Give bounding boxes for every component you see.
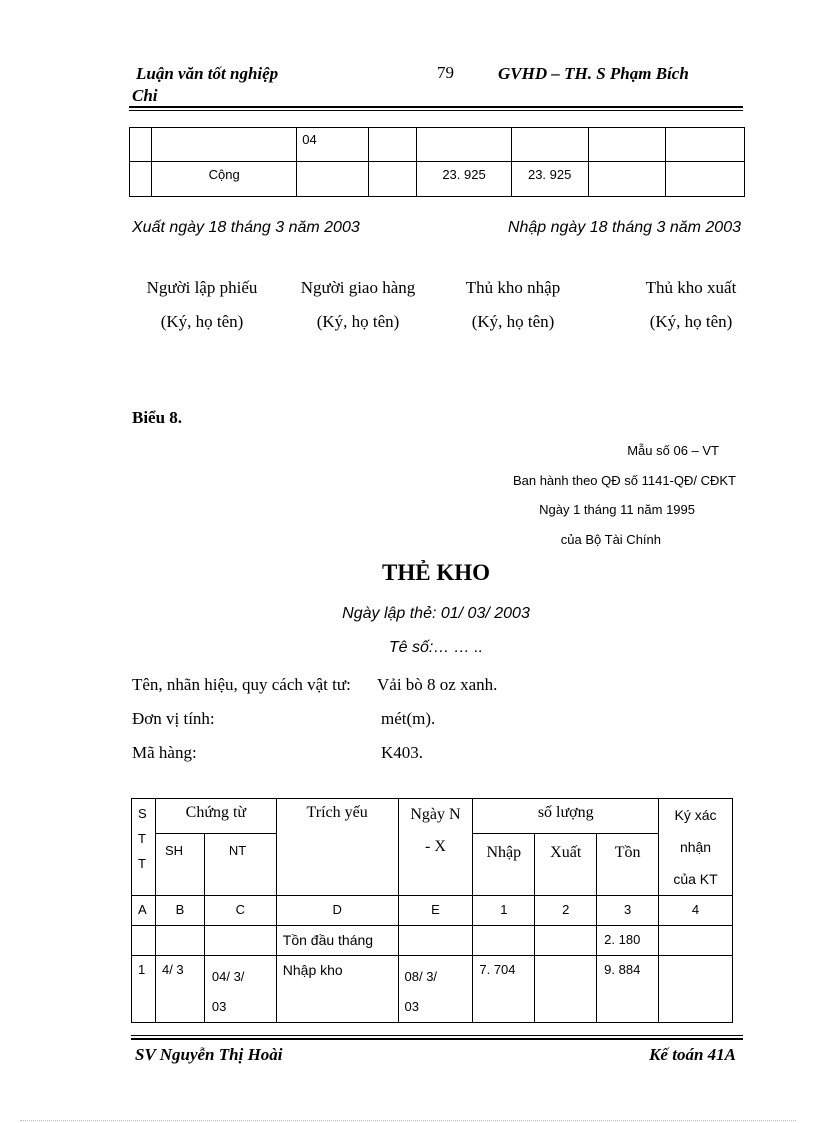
signature-note: (Ký, họ tên) xyxy=(160,312,244,331)
stock-card-table xyxy=(131,798,733,1023)
signature-note: (Ký, họ tên) xyxy=(649,312,733,331)
table-row xyxy=(132,956,733,1023)
item-name-value: Vải bò 8 oz xanh. xyxy=(377,675,498,694)
code-label: Mã hàng: xyxy=(132,743,197,762)
balance-header: Tồn xyxy=(597,834,659,896)
nt-header: NT xyxy=(204,834,276,896)
unit-value: mét(m). xyxy=(381,709,436,728)
out-header: Xuất xyxy=(535,834,597,896)
code-cell: 4 xyxy=(659,896,733,926)
row-sh: 4/ 3 xyxy=(155,956,204,1023)
in-header: Nhập xyxy=(473,834,535,896)
confirm-header: Ký xác nhận của KT xyxy=(659,799,733,896)
quantity-header: số lượng xyxy=(473,799,659,834)
page-number: 79 xyxy=(437,63,454,82)
form-issuer: của Bộ Tài Chính xyxy=(560,532,661,547)
table-row xyxy=(130,162,745,197)
voucher-header: Chứng từ xyxy=(155,799,276,834)
row-summary: Nhập kho xyxy=(276,956,398,1023)
advisor-name: GVHD – TH. S Phạm Bích xyxy=(498,64,689,83)
stt-header: S T T xyxy=(132,799,156,896)
signature-block xyxy=(616,271,766,339)
row-balance: 2. 180 xyxy=(597,926,659,956)
date-header: Ngày N - X xyxy=(398,799,473,896)
code-cell: 1 xyxy=(473,896,535,926)
receipt-table xyxy=(129,127,745,197)
row-balance: 9. 884 xyxy=(597,956,659,1023)
row-summary: Tồn đầu tháng xyxy=(276,926,398,956)
form-code: Mẫu số 06 – VT xyxy=(627,443,719,458)
thesis-title: Luận văn tốt nghiệp xyxy=(136,64,279,83)
table-cell: 04 xyxy=(297,128,369,162)
advisor-name-cont: Chi xyxy=(132,86,158,105)
footer-rule-thick xyxy=(131,1038,743,1040)
signature-role: Người lập phiếu xyxy=(146,278,258,297)
code-cell: 3 xyxy=(597,896,659,926)
sheet-number: Tê số:… … .. xyxy=(388,639,484,656)
total-value: 23. 925 xyxy=(417,162,511,197)
code-cell: A xyxy=(132,896,156,926)
form-decision: Ban hành theo QĐ số 1141-QĐ/ CĐKT xyxy=(512,473,736,488)
section-label: Biểu 8. xyxy=(132,408,183,427)
code-cell: D xyxy=(276,896,398,926)
total-value: 23. 925 xyxy=(511,162,588,197)
code-cell: E xyxy=(398,896,473,926)
table-row xyxy=(132,926,733,956)
signature-note: (Ký, họ tên) xyxy=(471,312,555,331)
row-date: 08/ 3/ 03 xyxy=(398,956,473,1023)
signature-role: Thủ kho xuất xyxy=(645,278,737,297)
student-name: SV Nguyễn Thị Hoài xyxy=(135,1045,283,1064)
total-label: Cộng xyxy=(152,162,297,197)
form-date: Ngày 1 tháng 11 năm 1995 xyxy=(539,502,695,517)
signature-block xyxy=(438,271,588,339)
signature-role: Người giao hàng xyxy=(300,278,416,297)
header-rule-thick xyxy=(129,106,743,108)
item-name-label: Tên, nhãn hiệu, quy cách vật tư: xyxy=(132,675,351,694)
code-value: K403. xyxy=(381,743,424,762)
code-cell: B xyxy=(155,896,204,926)
page-edge-divider xyxy=(20,1120,796,1121)
unit-label: Đơn vị tính: xyxy=(132,709,215,728)
sh-header: SH xyxy=(155,834,204,896)
footer-rule-thin xyxy=(131,1035,743,1036)
class-name: Kế toán 41A xyxy=(649,1045,736,1064)
row-stt: 1 xyxy=(132,956,156,1023)
export-date: Xuất ngày 18 tháng 3 năm 2003 xyxy=(132,219,360,236)
signature-role: Thủ kho nhập xyxy=(465,278,561,297)
table-row xyxy=(130,128,745,162)
card-title: THẺ KHO xyxy=(382,560,490,585)
row-in: 7. 704 xyxy=(473,956,535,1023)
signature-note: (Ký, họ tên) xyxy=(316,312,400,331)
summary-header: Trích yếu xyxy=(276,799,398,896)
header-rule-thin xyxy=(129,110,743,111)
code-cell: C xyxy=(204,896,276,926)
row-nt: 04/ 3/ 03 xyxy=(204,956,276,1023)
code-cell: 2 xyxy=(535,896,597,926)
signature-block xyxy=(127,271,277,339)
import-date: Nhập ngày 18 tháng 3 năm 2003 xyxy=(507,219,741,236)
code-row xyxy=(132,896,733,926)
header-row xyxy=(132,799,733,834)
card-date: Ngày lập thẻ: 01/ 03/ 2003 xyxy=(342,605,530,622)
signature-block xyxy=(283,271,433,339)
